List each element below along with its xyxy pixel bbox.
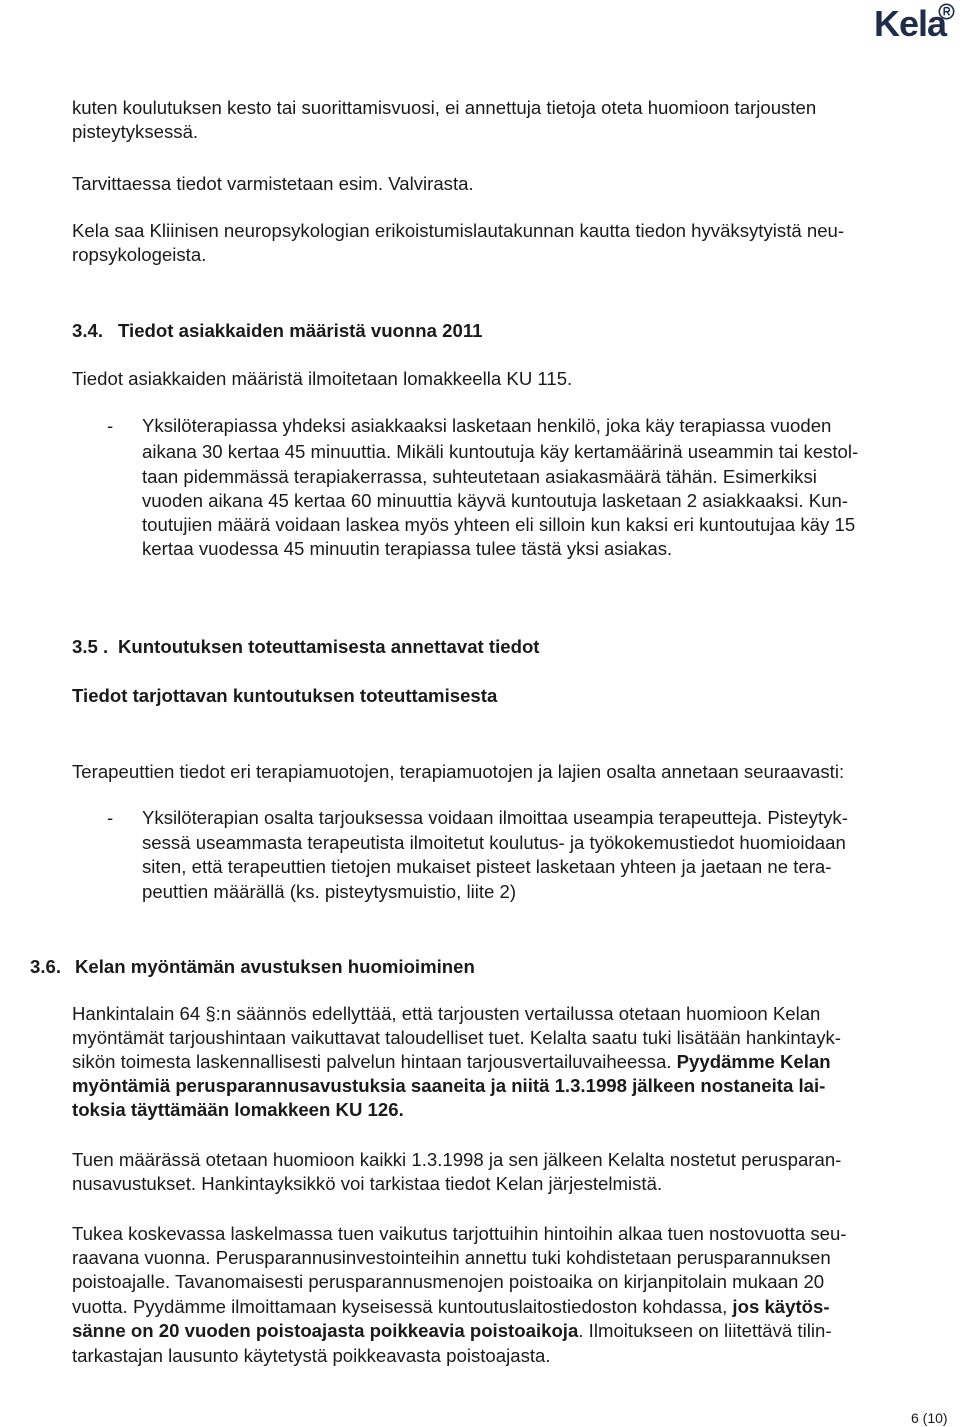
- bold-span: sänne on 20 vuoden poistoajasta poikkeavia poistoaikoja: [72, 1320, 579, 1341]
- text-line: Tuen määrässä otetaan huomioon kaikki 1.3.1998 ja sen jälkeen Kelalta nostetut perusparan-: [72, 1149, 842, 1170]
- section-title: Kuntoutuksen toteuttamisesta annettavat tiedot: [118, 636, 540, 657]
- section-number: 3.6.: [30, 956, 62, 977]
- text-line: Tiedot asiakkaiden määristä ilmoitetaan lomakkeella KU 115.: [72, 368, 573, 389]
- bullet-line: Yksilöterapian osalta tarjouksessa voidaan ilmoittaa useampia terapeutteja. Pisteytyk-: [142, 807, 848, 828]
- bullet-line: Yksilöterapiassa yhdeksi asiakkaaksi lasketaan henkilö, joka käy terapiassa vuoden: [142, 415, 832, 436]
- bullet-line: siten, että terapeuttien tietojen mukaiset pisteet lasketaan yhteen ja jaetaan ne tera-: [142, 856, 832, 877]
- bullet-dash: -: [107, 807, 114, 828]
- text-line: nusavustukset. Hankintayksikkö voi tarkistaa tiedot Kelan järjestelmistä.: [72, 1173, 663, 1194]
- bullet-line: taan pidemmässä terapiakerrassa, suhteutetaan asiakasmäärä tähän. Esimerkiksi: [142, 466, 817, 487]
- text-span: vuotta. Pyydämme ilmoittamaan kyseisessä kuntoutuslaitostiedoston kohdassa,: [72, 1296, 728, 1317]
- registered-mark-icon: [938, 3, 955, 20]
- bullet-line: sessä useammasta terapeutista ilmoitetut koulutus- ja työkokemustiedot huomioidaan: [142, 832, 846, 853]
- bold-line: toksia täyttämään lomakkeen KU 126.: [72, 1099, 404, 1120]
- section-number: 3.4.: [72, 320, 104, 341]
- text-line: pisteytyksessä.: [72, 121, 199, 142]
- text-line: [72, 1295, 830, 1319]
- bullet-line: peuttien määrällä (ks. pisteytysmuistio, liite 2): [142, 881, 517, 902]
- text-line: [72, 1319, 832, 1343]
- text-line: ropsykologeista.: [72, 244, 207, 265]
- text-line: myöntämät tarjoushintaan vaikuttavat taloudelliset tuet. Kelalta saatu tuki lisätään hankintayk-: [72, 1027, 841, 1048]
- text-line: Tukea koskevassa laskelmassa tuen vaikutus tarjottuihin hintoihin alkaa tuen nostovuotta seu-: [72, 1223, 847, 1244]
- bold-line: myöntämiä perusparannusavustuksia saaneita ja niitä 1.3.1998 jälkeen nostaneita lai-: [72, 1075, 826, 1096]
- section-subtitle: Tiedot tarjottavan kuntoutuksen toteuttamisesta: [72, 685, 498, 706]
- page-number: 6 (10): [911, 1410, 948, 1426]
- text-line: Hankintalain 64 §:n säännös edellyttää, että tarjousten vertailussa otetaan huomioon Kelan: [72, 1003, 821, 1024]
- section-title: Kelan myöntämän avustuksen huomioiminen: [75, 956, 475, 977]
- bold-span: jos käytös-: [732, 1296, 830, 1317]
- logo-text: Kela: [874, 3, 947, 44]
- bullet-line: toutujien määrä voidaan laskea myös yhteen eli silloin kun kaksi eri kuntoutujaa käy 15: [142, 514, 856, 535]
- bullet-line: vuoden aikana 45 kertaa 60 minuuttia käyvä kuntoutuja lasketaan 2 asiakkaaksi. Kun-: [142, 490, 848, 511]
- text-span: sikön toimesta laskennallisesti palvelun hintaan tarjousvertailuvaiheessa.: [72, 1051, 672, 1072]
- text-span: . Ilmoitukseen on liitettävä tilin-: [578, 1320, 832, 1341]
- text-line: poistoajalle. Tavanomaisesti perusparannusmenojen poistoaika on kirjanpitolain mukaan 20: [72, 1271, 825, 1292]
- text-line: raavana vuonna. Perusparannusinvestointeihin annettu tuki kohdistetaan perusparannuksen: [72, 1247, 831, 1268]
- bold-span: Pyydämme Kelan: [676, 1051, 831, 1072]
- text-line: Terapeuttien tiedot eri terapiamuotojen, terapiamuotojen ja lajien osalta annetaan seuraavasti:: [72, 761, 845, 782]
- kela-logo: [874, 2, 954, 46]
- text-line: [72, 1050, 831, 1074]
- text-line: Tarvittaessa tiedot varmistetaan esim. Valvirasta.: [72, 173, 474, 194]
- text-line: tarkastajan lausunto käytetystä poikkeavasta poistoajasta.: [72, 1345, 551, 1366]
- text-line: Kela saa Kliinisen neuropsykologian erikoistumislautakunnan kautta tiedon hyväksytyistä neu-: [72, 220, 845, 241]
- section-title: Tiedot asiakkaiden määristä vuonna 2011: [118, 320, 483, 341]
- section-number: 3.5 .: [72, 636, 109, 657]
- bullet-line: aikana 30 kertaa 45 minuuttia. Mikäli kuntoutuja käy kertamäärinä useammin tai kestol-: [142, 441, 859, 462]
- bullet-line: kertaa vuodessa 45 minuutin terapiassa tulee tästä yksi asiakas.: [142, 538, 673, 559]
- text-line: kuten koulutuksen kesto tai suorittamisvuosi, ei annettuja tietoja oteta huomioon tarjousten: [72, 97, 817, 118]
- bullet-dash: -: [107, 415, 114, 436]
